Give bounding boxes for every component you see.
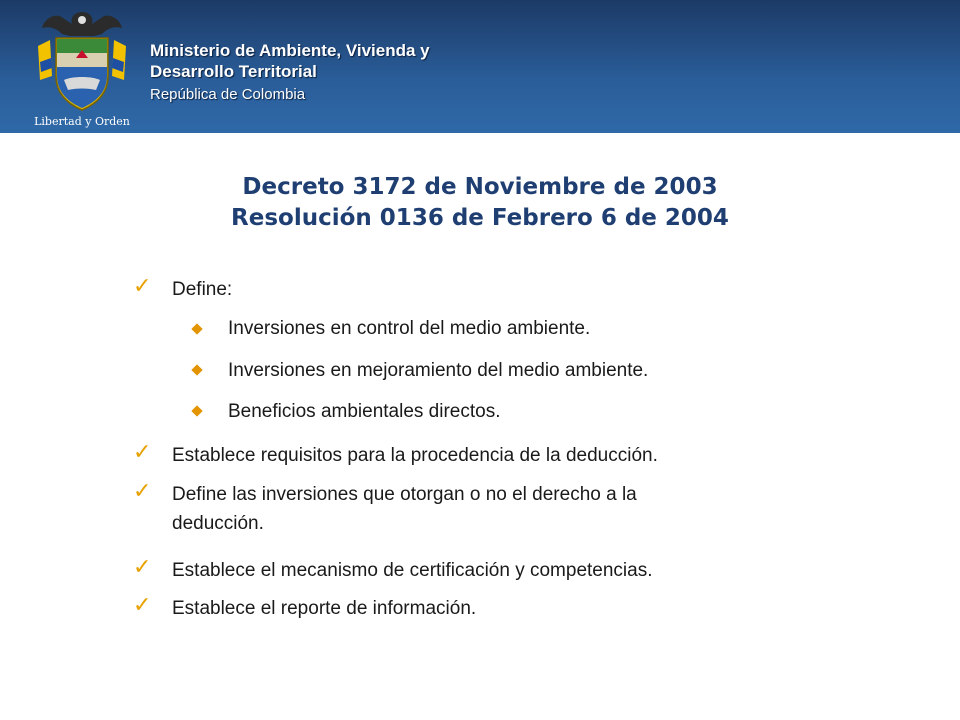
list-item-line2: deducción. <box>172 513 264 534</box>
sub-list-item: Inversiones en control del medio ambiente. <box>228 318 591 339</box>
checkmark-icon: ✓ <box>133 479 152 504</box>
sub-list-item: Beneficios ambientales directos. <box>228 401 501 422</box>
list-item: Establece el mecanismo de certificación y competencias. <box>172 560 653 581</box>
list-item: Establece requisitos para la procedencia de la deducción. <box>172 445 658 466</box>
diamond-bullet-icon <box>191 405 202 416</box>
country-name: República de Colombia <box>150 86 306 103</box>
ministry-name-line1: Ministerio de Ambiente, Vivienda y <box>150 41 430 60</box>
list-item-line1: Define las inversiones que otorgan o no el derecho a la <box>172 484 637 505</box>
checkmark-icon: ✓ <box>133 274 152 299</box>
title-line1: Decreto 3172 de Noviembre de 2003 <box>242 174 718 200</box>
header-banner <box>0 0 960 133</box>
coat-of-arms-icon <box>30 6 134 130</box>
ministry-name-line2: Desarrollo Territorial <box>150 62 317 81</box>
ministry-block <box>150 40 430 106</box>
sub-list-item: Inversiones en mejoramiento del medio ambiente. <box>228 360 649 381</box>
title-line2: Resolución 0136 de Febrero 6 de 2004 <box>231 205 729 231</box>
diamond-bullet-icon <box>191 323 202 334</box>
list-item: Establece el reporte de información. <box>172 598 477 619</box>
checkmark-icon: ✓ <box>133 440 152 465</box>
svg-text:Libertad y Orden: Libertad y Orden <box>34 115 130 128</box>
list-item <box>172 480 637 538</box>
list-item: Define: <box>172 279 233 300</box>
checkmark-icon: ✓ <box>133 593 152 618</box>
page-title <box>0 172 960 234</box>
diamond-bullet-icon <box>191 364 202 375</box>
checkmark-icon: ✓ <box>133 555 152 580</box>
